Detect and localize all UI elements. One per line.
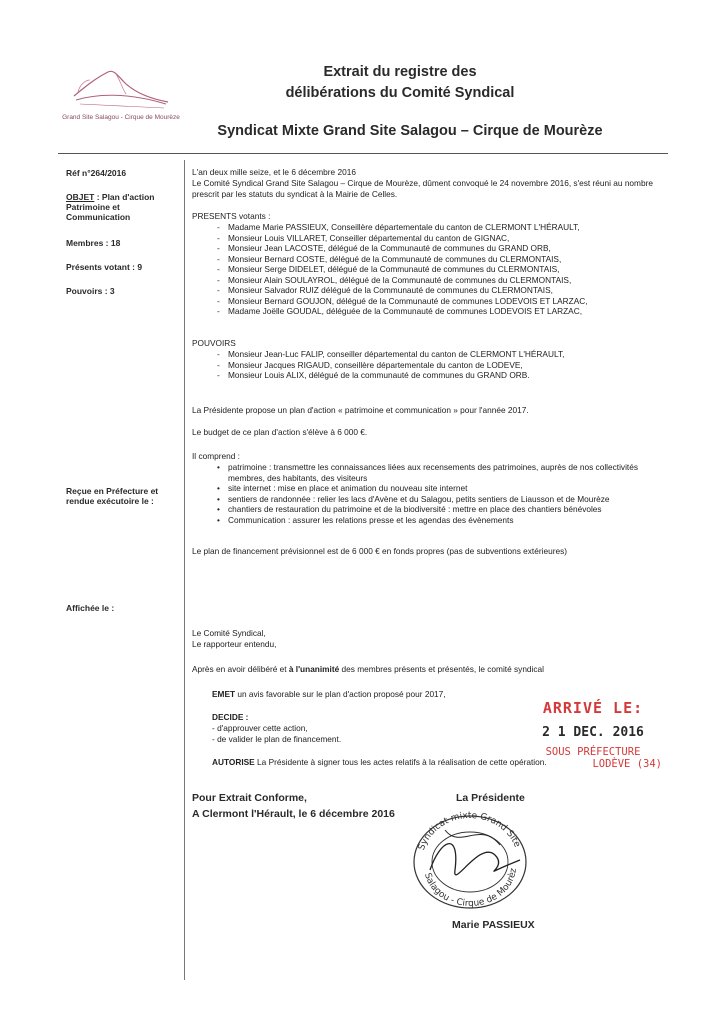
list-item: - Madame Marie PASSIEUX, Conseillère départementale du canton de CLERMONT L'HÉRAULT,	[192, 222, 672, 233]
presents-list	[192, 222, 672, 317]
list-item: - Monsieur Bernard COSTE, délégué de la Communauté de communes du CLERMONTAIS,	[192, 254, 672, 265]
deliberation-text	[192, 664, 672, 675]
presents-count: Présents votant : 9	[66, 262, 143, 272]
list-item: - Monsieur Serge DIDELET, délégué de la Communauté de communes du CLERMONTAIS,	[192, 264, 672, 275]
conforme-text: Pour Extrait Conforme,	[192, 792, 307, 804]
arrival-stamp	[518, 699, 668, 770]
logo-caption: Grand Site Salagou - Cirque de Mourèze	[62, 114, 180, 121]
stamp-line-4: LODÈVE (34)	[592, 758, 662, 770]
decide-item-2: - de valider le plan de financement.	[212, 734, 342, 744]
document-subtitle: Syndicat Mixte Grand Site Salagou – Cirque de Mourèze	[217, 123, 603, 139]
list-item: • sentiers de randonnée : relier les lacs d'Avène et du Salagou, petits sentiers de Liausson et de Mourèze	[192, 494, 672, 505]
reference-number: Réf n°264/2016	[66, 168, 127, 178]
budget-text: Le budget de ce plan d'action s'élève à 6 000 €.	[192, 427, 368, 437]
proposal-text: La Présidente propose un plan d'action « patrimoine et communication » pour l'année 2017.	[192, 405, 529, 415]
objet-block	[66, 192, 178, 222]
deliberation-pre: Après en avoir délibéré et	[192, 664, 289, 674]
deliberation-post: des membres présents et présentés, le comité syndical	[339, 664, 544, 674]
list-item: - Monsieur Jean-Luc FALIP, conseiller départemental du canton de CLERMONT L'HÉRAULT,	[192, 349, 672, 360]
list-item: - Monsieur Alain SOULAYROL, délégué de la Communauté de communes du CLERMONTAIS,	[192, 275, 672, 286]
comprend-text: Il comprend :	[192, 451, 240, 461]
signatory-name: Marie PASSIEUX	[452, 919, 535, 931]
header-divider	[58, 153, 668, 154]
title-line-1: Extrait du registre des	[323, 64, 477, 80]
stamp-line-1: ARRIVÉ LE:	[542, 699, 644, 717]
decide-heading: DECIDE :	[212, 712, 249, 722]
lieu-date-text: A Clermont l'Hérault, le 6 décembre 2016	[192, 808, 395, 820]
emet-body: un avis favorable sur le plan d'action proposé pour 2017,	[235, 689, 446, 699]
emet-text	[212, 689, 532, 700]
financement-text: Le plan de financement prévisionnel est de 6 000 € en fonds propres (pas de subventions extérieures)	[192, 546, 567, 556]
autorise-body: La Présidente à signer tous les actes relatifs à la réalisation de cette opération.	[254, 757, 547, 767]
logo	[56, 58, 186, 128]
objet-text: : Plan d'action Patrimoine et Communication	[66, 192, 155, 222]
column-divider	[184, 160, 185, 980]
decide-item-1: - d'approuver cette action,	[212, 723, 308, 733]
pouvoirs-heading: POUVOIRS	[192, 338, 236, 348]
unanimite: à l'unanimité	[288, 664, 340, 674]
presidente-label: La Présidente	[456, 792, 525, 804]
list-item: - Madame Joëlle GOUDAL, déléguée de la Communauté de communes LODEVOIS ET LARZAC,	[192, 306, 672, 317]
title-line-2: délibérations du Comité Syndical	[285, 85, 515, 101]
affichage-label: Affichée le :	[66, 603, 115, 613]
emet-label: EMET	[212, 689, 236, 699]
logo-mountain-icon	[56, 58, 186, 114]
seal-icon	[400, 800, 540, 910]
comite-text: Le Comité Syndical,	[192, 628, 266, 638]
list-item: - Monsieur Salvador RUIZ délégué de la Communauté de communes du CLERMONTAIS,	[192, 285, 672, 296]
official-seal	[400, 800, 540, 910]
autorise-label: AUTORISE	[212, 757, 255, 767]
list-item: • Communication : assurer les relations presse et les agendas des évènements	[192, 515, 672, 526]
session-intro: Le Comité Syndical Grand Site Salagou – Cirque de Mourèze, dûment convoqué le 24 novembre 2016, s'est réuni au nombre prescrit par les statuts du syndicat à la Mairie de Celles.	[192, 178, 653, 199]
list-item: - Monsieur Louis ALIX, délégué de la communauté de communes du GRAND ORB.	[192, 370, 672, 381]
list-item: • patrimoine : transmettre les connaissances liées aux recensements des patrimoines, auprès de nos collectivités membres, des habitants, des visiteurs	[192, 462, 672, 483]
stamp-line-3: SOUS PRÉFECTURE	[545, 746, 641, 758]
list-item: • chantiers de restauration du patrimoine et de la biodiversité : mettre en place des chantiers bénévoles	[192, 504, 672, 515]
list-item: - Monsieur Jacques RIGAUD, conseillère départementale du canton de LODEVE,	[192, 360, 672, 371]
pouvoirs-list	[192, 349, 672, 381]
session-date: L'an deux mille seize, et le 6 décembre 2016	[192, 167, 356, 177]
list-item: - Monsieur Jean LACOSTE, délégué de la Communauté de communes du GRAND ORB,	[192, 243, 672, 254]
svg-text:Syndicat mixte Grand Site	[417, 811, 522, 852]
document-title	[180, 62, 620, 104]
seal-text-top: Syndicat mixte Grand Site	[416, 810, 522, 852]
list-item: - Monsieur Bernard GOUJON, délégué de la Communauté de communes LODEVOIS ET LARZAC,	[192, 296, 672, 307]
objet-label: OBJET	[66, 192, 95, 202]
rapporteur-text: Le rapporteur entendu,	[192, 639, 277, 649]
presents-heading: PRESENTS votants :	[192, 211, 271, 221]
list-item: - Monsieur Louis VILLARET, Conseiller départemental du canton de GIGNAC,	[192, 233, 672, 244]
list-item: • site internet : mise en place et animation du nouveau site internet	[192, 483, 672, 494]
action-items	[192, 462, 672, 525]
stamp-date: 2 1 DEC. 2016	[542, 725, 644, 740]
pouvoirs-count: Pouvoirs : 3	[66, 286, 115, 296]
membres-count: Membres : 18	[66, 238, 121, 248]
seal-text-bottom: Salagou - Cirque de Mourèz	[421, 867, 519, 910]
prefecture-reception: Reçue en Préfecture et rendue exécutoire le :	[66, 486, 159, 506]
